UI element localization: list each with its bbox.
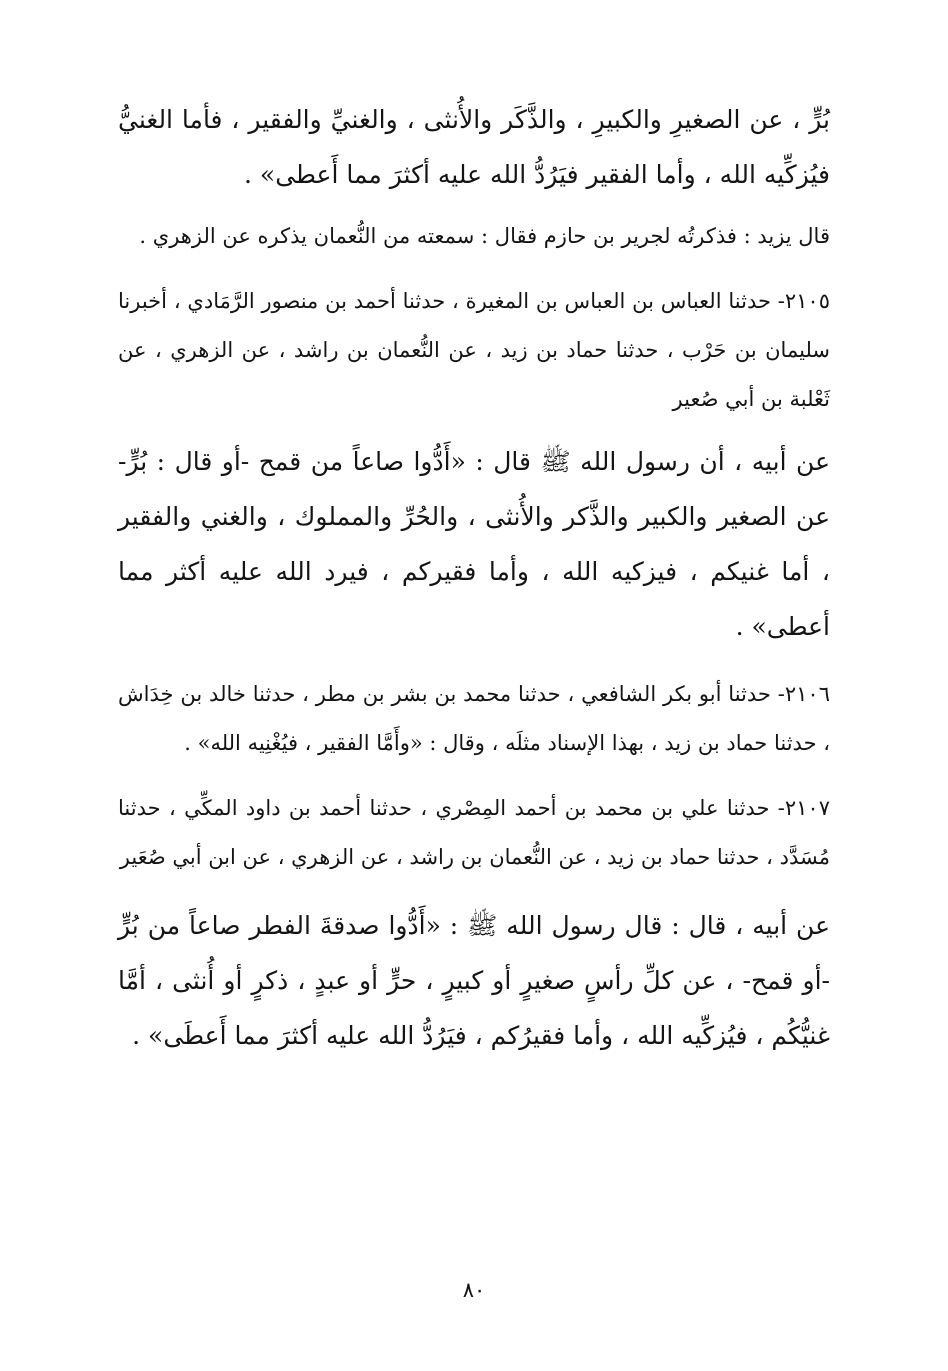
page-number: ٨٠ (462, 1278, 486, 1302)
hadith-text-2105: عن أبيه ، أن رسول الله ﷺ قال : «أَدُّوا صاعاً من قمح -أو قال : بُرٍّ- عن الصغير والكبير والذَّكر والأُنثى ، والحُرِّ والمملوك ، والغني والفقير ، أما غنيكم ، فيزكيه الله ، وأما فقيركم ، فيرد الله عليه أكثر مما أعطى» . (118, 447, 830, 641)
isnad-2107: ٢١٠٧- حدثنا علي بن محمد بن أحمد المِصْري ، حدثنا أحمد بن داود المكِّي ، حدثنا مُسَدَّد ، حدثنا حماد بن زيد ، عن النُّعمان بن راشد ، عن الزهري ، عن ابن أبي صُعَير (118, 796, 830, 869)
narrator-note: قال يزيد : فذكرتُه لجرير بن حازم فقال : سمعته من النُّعمان يذكره عن الزهري . (139, 224, 830, 248)
hadith-text-2107: عن أبيه ، قال : قال رسول الله ﷺ : «أَدُّوا صدقةَ الفطر صاعاً من بُرٍّ -أو قمح- ، عن كلِّ رأسٍ صغيرٍ أو كبيرٍ ، حرٍّ أو عبدٍ ، ذكرٍ أو أُنثى ، أمَّا غنيُّكُم ، فيُزكِّيه الله ، وأما فقيرُكم ، فيَرُدُّ الله عليه أكثرَ مما أَعطَى» . (118, 911, 830, 1050)
page-body (118, 92, 830, 1063)
isnad-2106: ٢١٠٦- حدثنا أبو بكر الشافعي ، حدثنا محمد بن بشر بن مطر ، حدثنا خالد بن خِدَاش ، حدثنا حماد بن زيد ، بهذا الإسناد مثلَه ، وقال : «وأَمَّا الفقير ، فيُغْنِيه الله» . (118, 682, 830, 755)
hadith-text-continuation: بُرٍّ ، عن الصغيرِ والكبيرِ ، والذَّكَر والأُنثى ، والغنيِّ والفقير ، فأما الغنيُّ فيُزكِّيه الله ، وأما الفقير فيَرُدُّ الله عليه أكثرَ مما أَعطى» . (118, 105, 830, 189)
isnad-2105: ٢١٠٥- حدثنا العباس بن العباس بن المغيرة ، حدثنا أحمد بن منصور الرَّمَادي ، أخبرنا سليمان بن حَرْب ، حدثنا حماد بن زيد ، عن النُّعمان بن راشد ، عن الزهري ، عن ثَعْلبة بن أبي صُعير (118, 289, 830, 411)
